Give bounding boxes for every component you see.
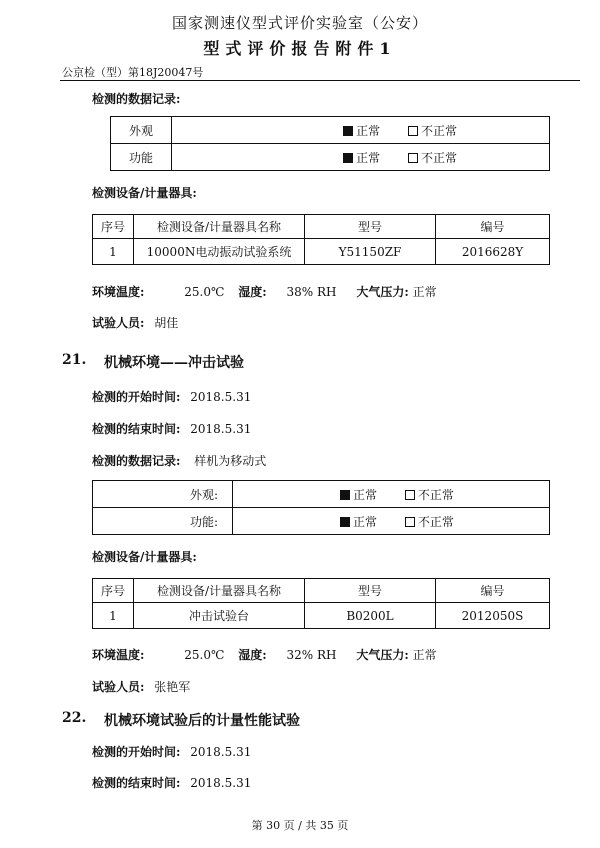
- col-no: 序号: [93, 215, 134, 239]
- cell-serial: 2016628Y: [436, 239, 550, 265]
- humidity-label: 湿度:: [238, 285, 267, 299]
- col-name: 检测设备/计量器具名称: [134, 579, 305, 603]
- tester-label: 试验人员:: [92, 680, 145, 694]
- option-abnormal: 不正常: [408, 122, 457, 139]
- end-time-value: 2018.5.31: [190, 422, 252, 436]
- data-record-label: 检测的数据记录:: [92, 454, 181, 468]
- check-item: 功能: [111, 144, 172, 171]
- option-normal: 正常: [343, 122, 380, 139]
- document-number: 公京检（型）第18J20047号: [62, 66, 204, 79]
- section-21-title: 机械环境——冲击试验: [104, 355, 244, 371]
- cell-no: 1: [93, 239, 134, 265]
- end-time-line: [92, 774, 251, 791]
- option-abnormal: 不正常: [405, 486, 454, 503]
- option-normal: 正常: [340, 513, 377, 530]
- table-row: [93, 239, 550, 265]
- start-time-value: 2018.5.31: [190, 390, 252, 404]
- report-title: 型式评价报告附件1: [203, 39, 397, 58]
- checked-box-icon: [340, 517, 350, 527]
- temp-label: 环境温度:: [92, 648, 145, 662]
- unchecked-box-icon: [408, 126, 418, 136]
- unchecked-box-icon: [405, 517, 415, 527]
- end-time-label: 检测的结束时间:: [92, 776, 181, 790]
- pressure-label: 大气压力:: [356, 648, 409, 662]
- end-time-label: 检测的结束时间:: [92, 422, 181, 436]
- check-row: [93, 508, 550, 535]
- check-options: [233, 481, 550, 508]
- checked-box-icon: [343, 153, 353, 163]
- section-22-number: 22.: [62, 710, 87, 726]
- cell-model: B0200L: [305, 603, 436, 629]
- start-time-value: 2018.5.31: [190, 745, 252, 759]
- check-table-1: [110, 116, 550, 171]
- check-item: 外观:: [93, 481, 233, 508]
- temp-value: 25.0℃: [184, 285, 225, 299]
- humidity-value: 32% RH: [286, 648, 337, 662]
- lab-name: 国家测速仪型式评价实验室（公安）: [171, 14, 428, 32]
- end-time-value: 2018.5.31: [190, 776, 252, 790]
- start-time-line: [92, 743, 251, 760]
- start-time-label: 检测的开始时间:: [92, 390, 181, 404]
- start-time-label: 检测的开始时间:: [92, 745, 181, 759]
- end-time-line: [92, 420, 251, 437]
- cell-name: 冲击试验台: [134, 603, 305, 629]
- tester-label: 试验人员:: [92, 316, 145, 330]
- check-table-2: [92, 480, 550, 535]
- tester-name: 张艳军: [154, 680, 191, 694]
- equipment-label: 检测设备/计量器具:: [92, 186, 197, 200]
- equipment-header-row: [93, 579, 550, 603]
- pressure-value: 正常: [412, 285, 437, 299]
- cell-no: 1: [93, 603, 134, 629]
- tester-line: [92, 678, 190, 695]
- data-record-label: 检测的数据记录:: [92, 92, 181, 106]
- check-row: [111, 117, 550, 144]
- check-options: [172, 117, 550, 144]
- check-item: 外观: [111, 117, 172, 144]
- col-model: 型号: [305, 215, 436, 239]
- section-22-title: 机械环境试验后的计量性能试验: [104, 713, 300, 729]
- option-abnormal: 不正常: [408, 149, 457, 166]
- option-normal: 正常: [340, 486, 377, 503]
- col-serial: 编号: [436, 579, 550, 603]
- header-rule: [60, 80, 580, 81]
- section-21-number: 21.: [62, 352, 87, 368]
- pressure-label: 大气压力:: [356, 285, 409, 299]
- equipment-table-2: [92, 578, 550, 629]
- tester-line: [92, 314, 178, 331]
- humidity-label: 湿度:: [238, 648, 267, 662]
- check-item: 功能:: [93, 508, 233, 535]
- pressure-value: 正常: [412, 648, 437, 662]
- cell-serial: 2012050S: [436, 603, 550, 629]
- equipment-label: 检测设备/计量器具:: [92, 550, 197, 564]
- check-options: [172, 144, 550, 171]
- table-row: [93, 603, 550, 629]
- col-model: 型号: [305, 579, 436, 603]
- equipment-header-row: [93, 215, 550, 239]
- page-number: 第 30 页 / 共 35 页: [251, 819, 349, 832]
- data-record-value: 样机为移动式: [194, 454, 267, 468]
- unchecked-box-icon: [408, 153, 418, 163]
- checked-box-icon: [343, 126, 353, 136]
- humidity-value: 38% RH: [286, 285, 337, 299]
- tester-name: 胡佳: [154, 316, 179, 330]
- environment-line: [92, 646, 437, 663]
- start-time-line: [92, 388, 251, 405]
- equipment-table-1: [92, 214, 550, 265]
- option-normal: 正常: [343, 149, 380, 166]
- col-no: 序号: [93, 579, 134, 603]
- check-row: [93, 481, 550, 508]
- temp-value: 25.0℃: [184, 648, 225, 662]
- check-row: [111, 144, 550, 171]
- cell-name: 10000N电动振动试验系统: [134, 239, 305, 265]
- temp-label: 环境温度:: [92, 285, 145, 299]
- environment-line: [92, 283, 437, 300]
- cell-model: Y51150ZF: [305, 239, 436, 265]
- option-abnormal: 不正常: [405, 513, 454, 530]
- data-record-line: [92, 452, 266, 469]
- check-options: [233, 508, 550, 535]
- unchecked-box-icon: [405, 490, 415, 500]
- col-serial: 编号: [436, 215, 550, 239]
- col-name: 检测设备/计量器具名称: [134, 215, 305, 239]
- checked-box-icon: [340, 490, 350, 500]
